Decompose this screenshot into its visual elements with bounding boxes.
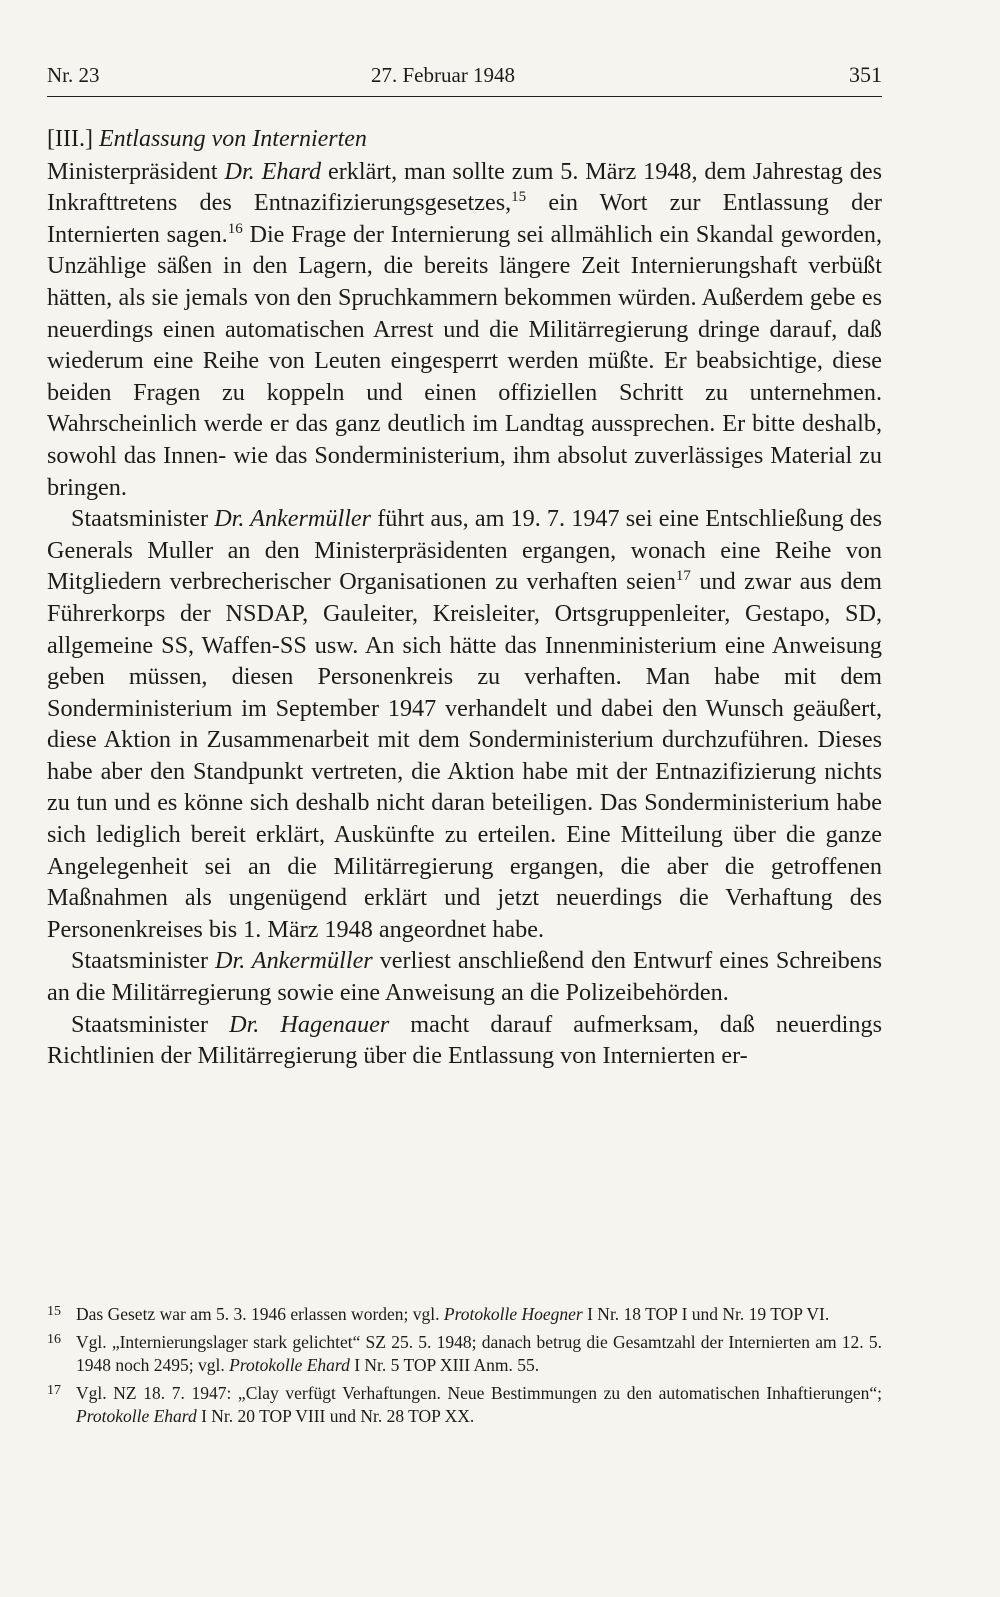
- text-run: und zwar aus dem Führerkorps der NSDAP, Gauleiter, Kreisleiter, Ortsgruppenleiter, Gestapo, SD, allgemeine SS, Waffen-SS usw. An sich hätte das Innenministerium eine Anweisung geben müssen, diesen Personenkreis zu verhaften. Man habe mit dem Sonderministerium im September 1947 verhandelt und dabei den Wunsch geäußert, diese Aktion in Zusammenarbeit mit dem Sonderministerium durchzuführen. Dieses habe aber den Standpunkt vertreten, die Aktion habe mit der Entnazifizierung nichts zu tun und es könne sich deshalb nicht daran beteiligen. Das Sonderministerium habe sich lediglich bereit erklärt, Auskünfte zu erteilen. Eine Mitteilung über die ganze Angelegenheit sei an die Militärregierung ergangen, die aber die getroffenen Maßnahmen als ungenügend erklärt und jetzt neuerdings die Verhaftung des Personenkreises bis 1. März 1948 angeordnet habe.: [47, 568, 882, 943]
- text-run: ein Wort zur Entlassung der Internierten sagen.: [47, 189, 882, 248]
- footnote-text: I Nr. 18 TOP I und Nr. 19 TOP VI.: [582, 1304, 830, 1324]
- main-text: [47, 124, 882, 1072]
- footnote-citation: Protokolle Ehard: [76, 1406, 197, 1426]
- footnote-17: [47, 1382, 882, 1429]
- footnote-text: I Nr. 20 TOP VIII und Nr. 28 TOP XX.: [196, 1406, 475, 1426]
- speaker-name: Dr. Ankermüller: [215, 947, 373, 975]
- section-title: Entlassung von Internierten: [98, 126, 367, 152]
- text-run: verliest anschließend den Entwurf eines Schreibens an die Militärregierung sowie eine Anweisung an die Polizeibehörden.: [47, 947, 883, 1007]
- footnote-citation: Protokolle Hoegner: [443, 1304, 583, 1324]
- text-run: macht darauf aufmerksam, daß neuerdings Richtlinien der Militärregierung über die Entlassung von Internierten er-: [47, 1010, 882, 1070]
- footnote-15: [47, 1303, 882, 1327]
- paragraph-3: [47, 945, 882, 1008]
- section-number: [III.]: [47, 126, 93, 152]
- footnote-text: Das Gesetz war am 5. 3. 1946 erlassen worden; vgl.: [76, 1304, 444, 1324]
- footnotes: [47, 1303, 882, 1433]
- text-run: Staatsminister: [71, 505, 215, 533]
- text-run: führt aus, am 19. 7. 1947 sei eine Entschließung des Generals Muller an den Ministerpräsidenten ergangen, wonach eine Reihe von Mitgliedern verbrecherischer Organisationen zu verhaften seien: [47, 505, 882, 596]
- speaker-name: Dr. Hagenauer: [229, 1010, 390, 1038]
- footnote-citation: Protokolle Ehard: [229, 1355, 350, 1375]
- footnote-ref-17[interactable]: 17: [675, 568, 691, 585]
- header-date: 27. Februar 1948: [371, 63, 516, 87]
- header-rule: [47, 96, 882, 97]
- footnote-text: Vgl. „Internierungslager stark gelichtet“ SZ 25. 5. 1948; danach betrug die Gesamtzahl der Internierten am 12. 5. 1948 noch 2495; vgl.: [76, 1331, 882, 1375]
- speaker-name: Dr. Ankermüller: [214, 505, 372, 533]
- footnote-number: 17: [47, 1382, 61, 1398]
- text-run: Staatsminister: [71, 947, 216, 975]
- paragraph-2: [47, 503, 882, 945]
- footnote-number: 16: [47, 1331, 61, 1347]
- paragraph-1: [47, 156, 882, 504]
- footnote-text: Vgl. NZ 18. 7. 1947: „Clay verfügt Verhaftungen. Neue Bestimmungen zu den automatischen Inhaftierungen“;: [76, 1382, 882, 1403]
- page-number: 351: [849, 62, 882, 87]
- document-number: Nr. 23: [47, 63, 100, 87]
- footnote-number: 15: [47, 1304, 61, 1319]
- section-heading: [47, 124, 882, 156]
- footnote-ref-16[interactable]: 16: [227, 220, 243, 237]
- speaker-name: Dr. Ehard: [224, 157, 322, 185]
- footnote-ref-15[interactable]: 15: [511, 189, 527, 206]
- text-run: Die Frage der Internierung sei allmählich ein Skandal geworden, Unzählige säßen in den Lagern, die bereits längere Zeit Internierungshaft verbüßt hätten, als sie jemals von den Spruchkammern bekommen würden. Außerdem gebe es neuerdings einen automatischen Arrest und die Militärregierung dringe darauf, daß wiederum eine Reihe von Leuten eingesperrt werden müßte. Er beabsichtige, diese beiden Fragen zu koppeln und einen offiziellen Schritt zu unternehmen. Wahrscheinlich werde er das ganz deutlich im Landtag aussprechen. Er bitte deshalb, sowohl das Innen- wie das Sonderministerium, ihm absolut zuverlässiges Material zu bringen.: [47, 220, 882, 501]
- running-header: [47, 58, 882, 94]
- text-run: erklärt, man sollte zum 5. März 1948, dem Jahrestag des Inkrafttretens des Entnazifizierungsgesetzes,: [47, 157, 882, 217]
- text-run: Staatsminister: [71, 1010, 230, 1038]
- footnote-16: [47, 1331, 882, 1378]
- text-run: Ministerpräsident: [47, 157, 225, 185]
- footnote-text: I Nr. 5 TOP XIII Anm. 55.: [349, 1355, 540, 1375]
- paragraph-4: [47, 1009, 882, 1072]
